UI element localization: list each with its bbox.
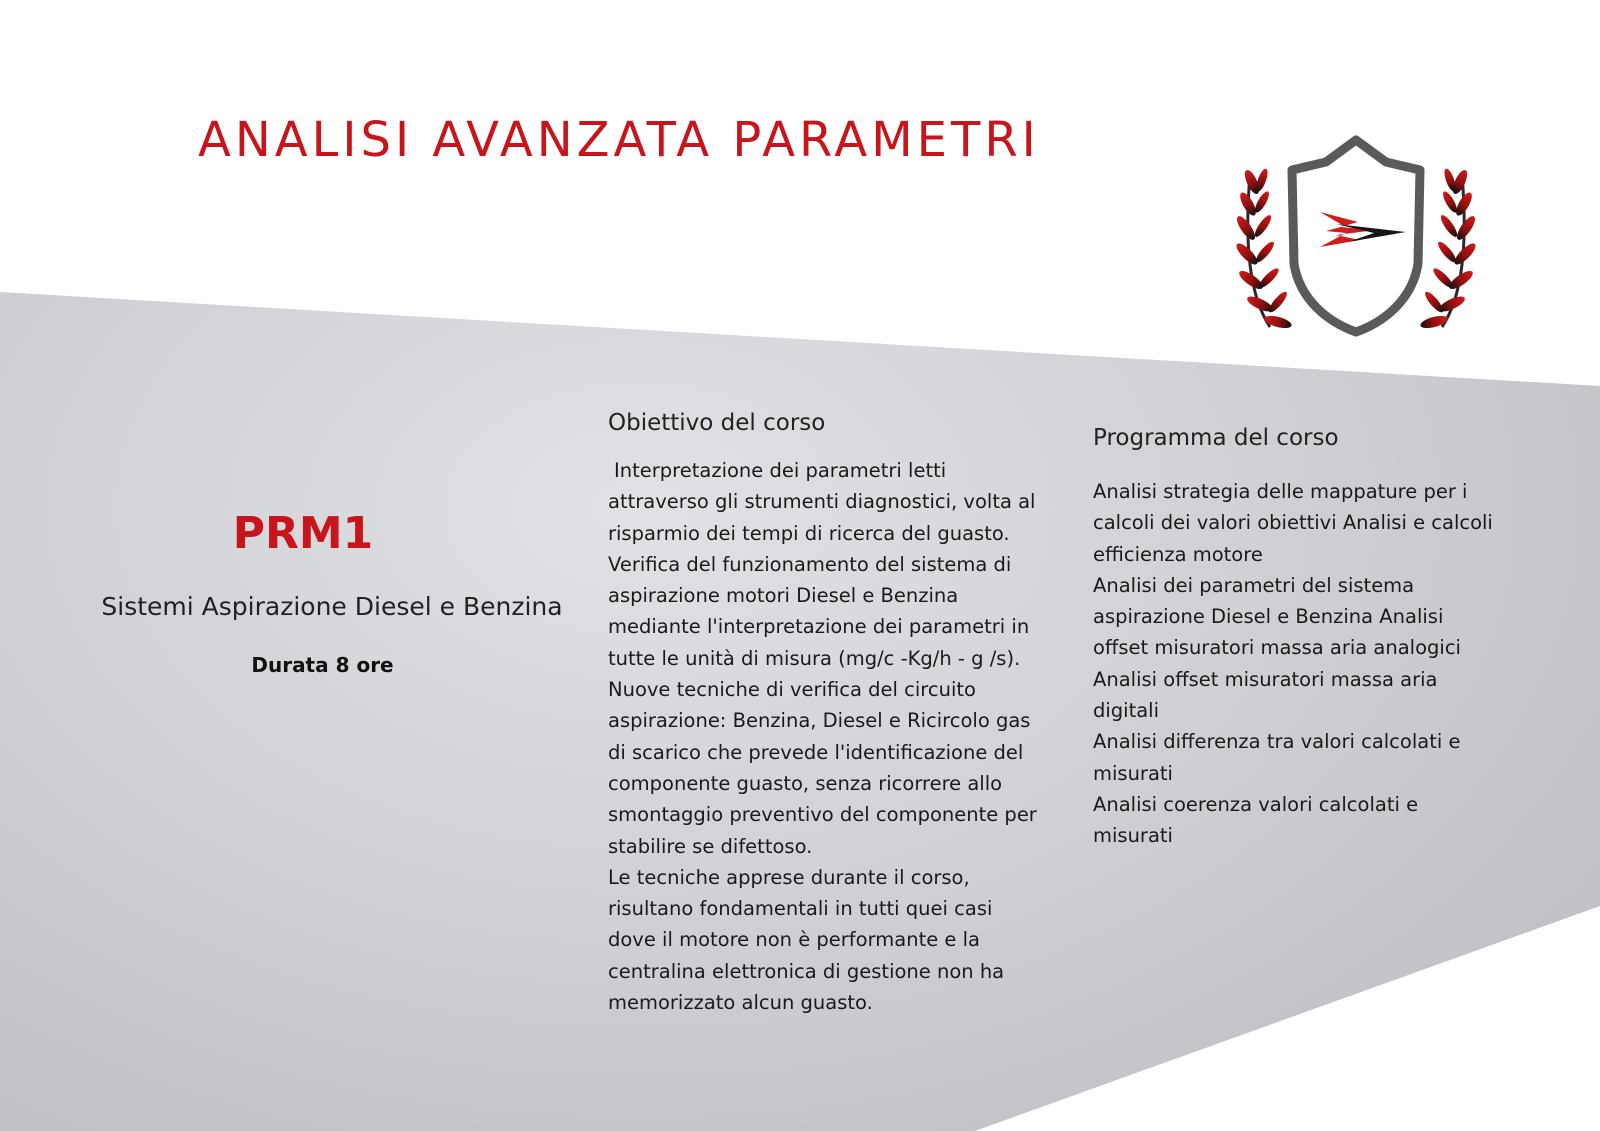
shield-laurel-arrow-logo <box>1236 132 1476 342</box>
program-list <box>1093 476 1493 852</box>
objective-paragraph: Interpretazione dei parametri letti attraverso gli strumenti diagnostici, volta al risparmio dei tempi di ricerca del guasto. <box>608 459 1036 545</box>
objective-heading: Obiettivo del corso <box>608 410 826 436</box>
objective-paragraph: Le tecniche apprese durante il corso, risultano fondamentali in tutti quei casi dove il motore non è performante e la centralina elettronica di gestione non ha memorizzato alcun guasto. <box>608 865 1005 1015</box>
program-item: Analisi coerenza valori calcolati e misurati <box>1093 792 1419 848</box>
program-item: Analisi strategia delle mappature per i calcoli dei valori obiettivi Analisi e calcoli efficienza motore <box>1093 480 1493 566</box>
objective-body <box>608 455 1038 1018</box>
program-item: Analisi dei parametri del sistema aspirazione Diesel e Benzina Analisi offset misuratori massa aria analogici <box>1093 573 1461 660</box>
page-title: ANALISI AVANZATA PARAMETRI <box>198 112 1040 168</box>
course-subtitle: Sistemi Aspirazione Diesel e Benzina <box>101 592 563 621</box>
course-code: PRM1 <box>232 508 374 559</box>
program-heading: Programma del corso <box>1093 425 1339 451</box>
program-item: Analisi differenza tra valori calcolati e misurati <box>1093 730 1461 785</box>
objective-paragraph: Nuove tecniche di verifica del circuito aspirazione: Benzina, Diesel e Ricircolo gas di scarico che prevede l'identificazione del componente guasto, senza ricorrere allo smontaggio preventivo del componente per stabilire se difettoso. <box>608 678 1037 858</box>
course-duration: Durata 8 ore <box>251 653 394 677</box>
objective-paragraph: Verifica del funzionamento del sistema di aspirazione motori Diesel e Benzina mediante l'interpretazione dei parametri in tutte le unità di misura (mg/c -Kg/h - g /s). <box>608 552 1030 670</box>
program-item: Analisi offset misuratori massa aria digitali <box>1093 667 1438 723</box>
